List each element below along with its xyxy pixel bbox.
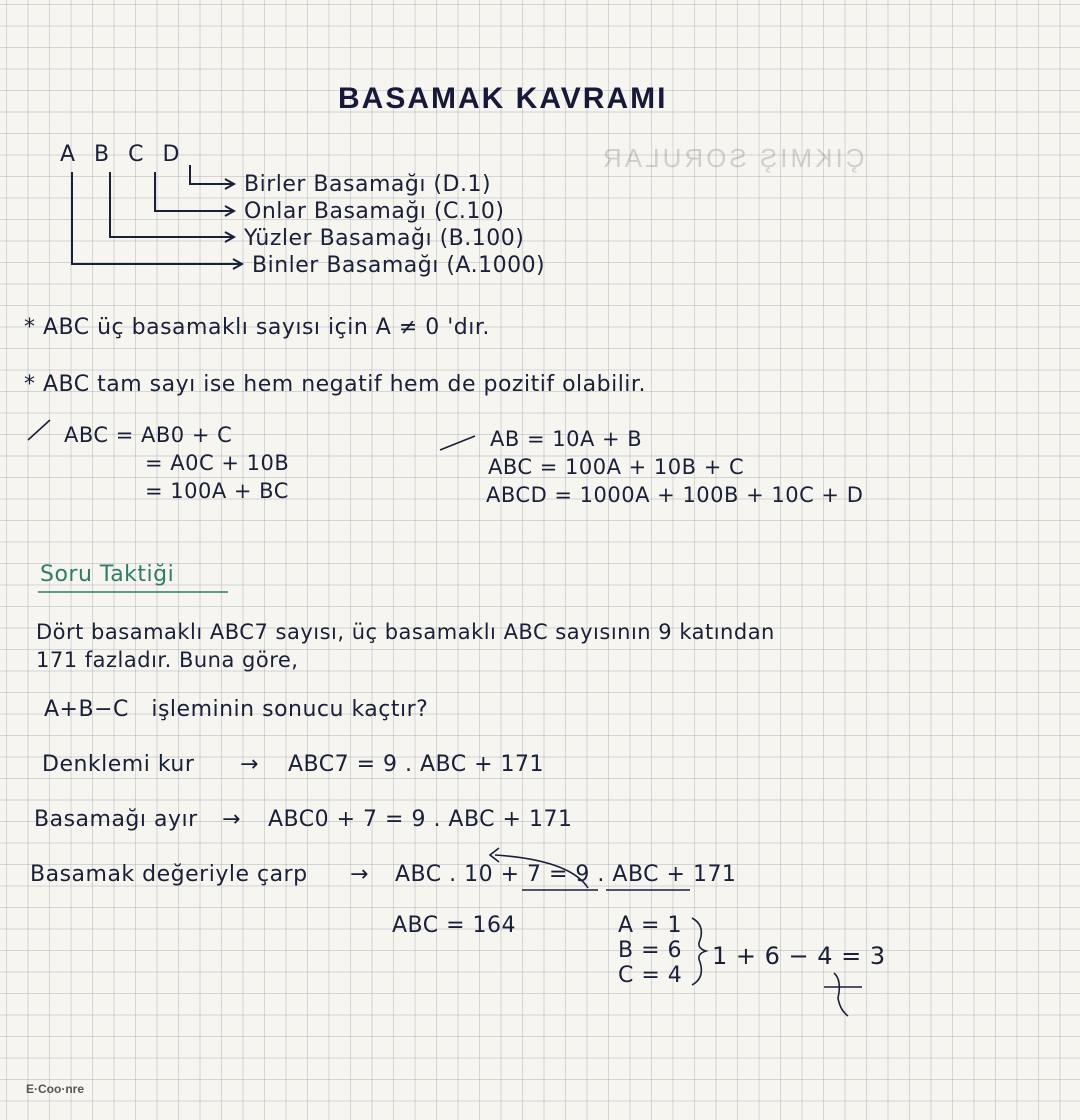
value-c: C = 4 bbox=[618, 963, 683, 988]
section-title: Soru Taktiği bbox=[40, 562, 175, 587]
step-2-arrow: → bbox=[222, 807, 241, 832]
question-line-2: 171 fazladır. Buna göre, bbox=[36, 648, 299, 672]
place-ones: Birler Basamağı (D.1) bbox=[244, 172, 492, 197]
right-expansion-3: ABCD = 1000A + 100B + 10C + D bbox=[486, 483, 864, 507]
watermark-text: ÇIKMIŞ SORULAR bbox=[600, 143, 865, 173]
note-nonzero: * ABC üç basamaklı sayısı için A ≠ 0 'dır. bbox=[24, 315, 490, 340]
publisher-logo bbox=[26, 1082, 90, 1112]
step-1-arrow: → bbox=[240, 752, 259, 777]
final-answer: 1 + 6 − 4 = 3 bbox=[712, 942, 886, 970]
digits-header: A B C D bbox=[60, 142, 186, 167]
value-b: B = 6 bbox=[618, 938, 683, 963]
result-abc: ABC = 164 bbox=[392, 913, 517, 938]
place-hundreds: Yüzler Basamağı (B.100) bbox=[244, 226, 525, 251]
note-integer: * ABC tam sayı ise hem negatif hem de pozitif olabilir. bbox=[24, 372, 646, 397]
step-3-arrow: → bbox=[350, 862, 369, 887]
publisher-logo-text: E·Coo·nre bbox=[26, 1082, 84, 1096]
step-1-label: Denklemi kur bbox=[42, 752, 195, 777]
step-2-expr: ABC0 + 7 = 9 . ABC + 171 bbox=[268, 807, 573, 832]
right-expansion-1: AB = 10A + B bbox=[490, 427, 643, 451]
step-1-expr: ABC7 = 9 . ABC + 171 bbox=[288, 752, 545, 777]
question-line-1: Dört basamaklı ABC7 sayısı, üç basamaklı ABC sayısının 9 katından bbox=[36, 620, 775, 644]
place-thousands: Binler Basamağı (A.1000) bbox=[252, 253, 546, 278]
step-2-label: Basamağı ayır bbox=[34, 807, 198, 832]
right-expansion-2: ABC = 100A + 10B + C bbox=[488, 455, 745, 479]
step-3-expr: ABC . 10 + 7 = 9 . ABC + 171 bbox=[395, 862, 737, 887]
value-a: A = 1 bbox=[618, 913, 682, 938]
page-title: BASAMAK KAVRAMI bbox=[338, 82, 668, 115]
question-ask: A+B−C işleminin sonucu kaçtır? bbox=[44, 697, 429, 722]
place-tens: Onlar Basamağı (C.10) bbox=[244, 199, 505, 224]
left-expansion-3: = 100A + BC bbox=[145, 479, 289, 503]
left-expansion-1: ABC = AB0 + C bbox=[64, 423, 233, 447]
left-expansion-2: = A0C + 10B bbox=[145, 451, 290, 475]
step-3-label: Basamak değeriyle çarp bbox=[30, 862, 308, 887]
